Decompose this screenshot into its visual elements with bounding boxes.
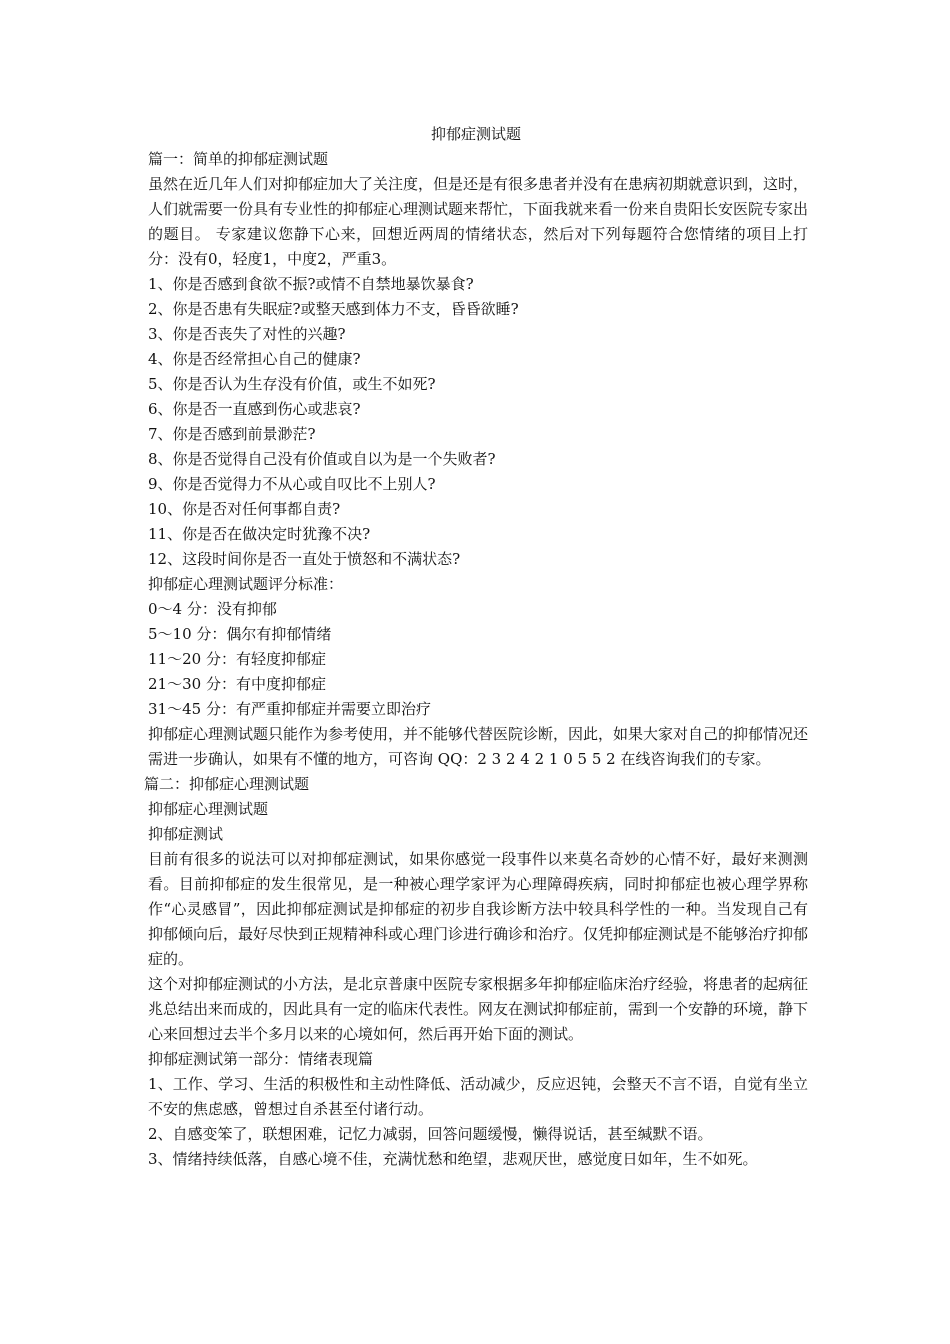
paragraph: 2、你是否患有失眠症?或整天感到体力不支，昏昏欲睡? xyxy=(148,300,519,318)
paragraph: 0～4 分：没有抑郁 xyxy=(148,600,277,618)
paragraph: 21～30 分：有中度抑郁症 xyxy=(148,675,326,693)
paragraph: 这个对抑郁症测试的小方法，是北京普康中医院专家根据多年抑郁症临床治疗经验，将患者的起病征兆总结出来而成的，因此具有一定的临床代表性。网友在测试抑郁症前，需到一个安静的环境，静下心来回想过去半个多月以来的心境如何，然后再开始下面的测试。 xyxy=(148,975,809,1043)
paragraph: 1、工作、学习、生活的积极性和主动性降低、活动减少，反应迟钝，会整天不言不语，自觉有坐立不安的焦虑感，曾想过自杀甚至付诸行动。 xyxy=(148,1075,808,1118)
paragraph: 目前有很多的说法可以对抑郁症测试，如果你感觉一段事件以来莫名奇妙的心情不好，最好来测测看。目前抑郁症的发生很常见，是一种被心理学家评为心理障碍疾病，同时抑郁症也被心理学界称作“心灵感冒”，因此抑郁症测试是抑郁症的初步自我诊断方法中较具科学性的一种。当发现自己有抑郁倾向后，最好尽快到正规精神科或心理门诊进行确诊和治疗。仅凭抑郁症测试是不能够治疗抑郁症的。 xyxy=(148,850,809,968)
paragraph: 11、你是否在做决定时犹豫不决? xyxy=(148,525,371,543)
paragraph: 3、情绪持续低落，自感心境不佳，充满忧愁和绝望，悲观厌世，感觉度日如年，生不如死。 xyxy=(148,1150,758,1168)
paragraph: 抑郁症心理测试题 xyxy=(148,800,269,818)
paragraph: 篇一：简单的抑郁症测试题 xyxy=(148,150,329,168)
paragraph: 3、你是否丧失了对性的兴趣? xyxy=(148,325,346,343)
document-body xyxy=(144,122,808,1172)
paragraph: 12、这段时间你是否一直处于愤怒和不满状态? xyxy=(148,550,461,568)
paragraph: 9、你是否觉得力不从心或自叹比不上别人? xyxy=(148,475,436,493)
paragraph: 2、自感变笨了，联想困难，记忆力减弱，回答问题缓慢，懒得说话，甚至缄默不语。 xyxy=(148,1125,713,1143)
paragraph: 5、你是否认为生存没有价值，或生不如死? xyxy=(148,375,436,393)
document-title: 抑郁症测试题 xyxy=(430,125,521,143)
paragraph: 抑郁症心理测试题评分标准： xyxy=(148,575,344,593)
paragraph: 11～20 分：有轻度抑郁症 xyxy=(148,650,326,668)
paragraph: 7、你是否感到前景渺茫? xyxy=(148,425,316,443)
paragraph: 抑郁症测试 xyxy=(148,825,224,843)
paragraph-list xyxy=(144,147,808,1172)
paragraph: 8、你是否觉得自己没有价值或自以为是一个失败者? xyxy=(148,450,496,468)
paragraph: 抑郁症测试第一部分：情绪表现篇 xyxy=(148,1050,374,1068)
paragraph: 10、你是否对任何事都自责? xyxy=(148,500,341,518)
paragraph: 31～45 分：有严重抑郁症并需要立即治疗 xyxy=(148,700,431,718)
paragraph: 5～10 分：偶尔有抑郁情绪 xyxy=(148,625,332,643)
paragraph: 抑郁症心理测试题只能作为参考使用，并不能够代替医院诊断，因此，如果大家对自己的抑郁情况还需进一步确认，如果有不懂的地方，可咨询 QQ：2 3 2 4 2 1 0 5 5 2 在线咨询我们的专家。 xyxy=(148,725,809,768)
paragraph: 4、你是否经常担心自己的健康? xyxy=(148,350,361,368)
paragraph: 6、你是否一直感到伤心或悲哀? xyxy=(148,400,361,418)
paragraph: 篇二：抑郁症心理测试题 xyxy=(144,775,310,793)
paragraph: 虽然在近几年人们对抑郁症加大了关注度，但是还是有很多患者并没有在患病初期就意识到，这时，人们就需要一份具有专业性的抑郁症心理测试题来帮忙，下面我就来看一份来自贵阳长安医院专家出的题目。 专家建议您静下心来，回想近两周的情绪状态，然后对下列每题符合您情绪的项目上打分：没有0，轻度1，中度2，严重3。 xyxy=(148,175,809,268)
paragraph: 1、你是否感到食欲不振?或情不自禁地暴饮暴食? xyxy=(148,275,474,293)
